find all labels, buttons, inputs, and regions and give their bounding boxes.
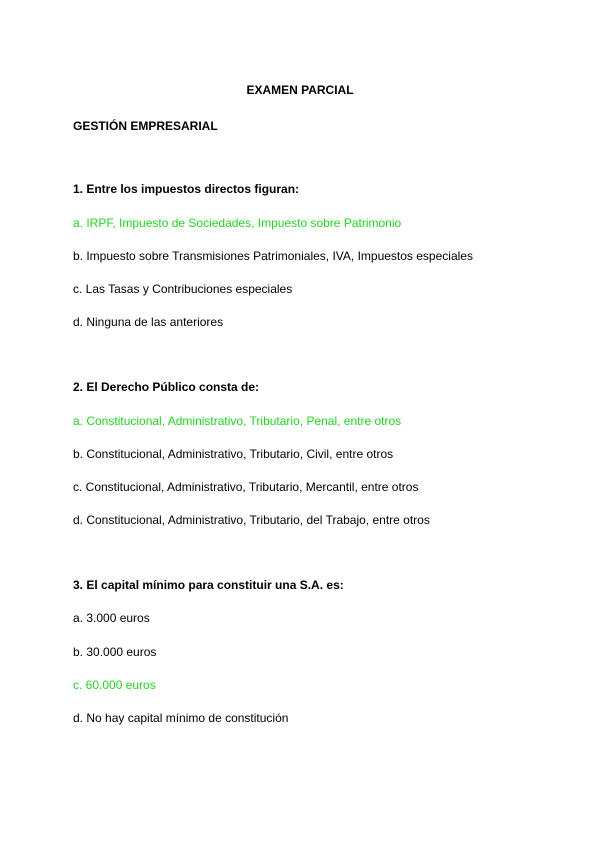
question-1: 1. Entre los impuestos directos figuran:: [73, 182, 300, 196]
question-3-option-c: c. 60.000 euros: [73, 678, 156, 692]
question-2: 2. El Derecho Público consta de:: [73, 380, 260, 394]
question-3-option-a: a. 3.000 euros: [73, 611, 150, 625]
subject-heading: GESTIÓN EMPRESARIAL: [73, 119, 218, 133]
question-1-option-d: d. Ninguna de las anteriores: [73, 315, 224, 329]
question-3: 3. El capital mínimo para constituir una S.A. es:: [73, 578, 344, 592]
question-3-option-d: d. No hay capital mínimo de constitución: [73, 711, 289, 725]
question-2-option-d: d. Constitucional, Administrativo, Tributario, del Trabajo, entre otros: [73, 513, 430, 527]
page-title: EXAMEN PARCIAL: [246, 83, 354, 97]
question-1-option-a: a. IRPF, Impuesto de Sociedades, Impuesto sobre Patrimonio: [73, 216, 402, 230]
question-2-option-a: a. Constitucional, Administrativo, Tributario, Penal, entre otros: [73, 414, 402, 428]
question-2-option-b: b. Constitucional, Administrativo, Tributario, Civil, entre otros: [73, 447, 394, 461]
question-3-option-b: b. 30.000 euros: [73, 645, 157, 659]
question-2-option-c: c. Constitucional, Administrativo, Tributario, Mercantil, entre otros: [73, 480, 419, 494]
question-1-option-b: b. Impuesto sobre Transmisiones Patrimoniales, IVA, Impuestos especiales: [73, 249, 473, 263]
question-1-option-c: c. Las Tasas y Contribuciones especiales: [73, 282, 293, 296]
